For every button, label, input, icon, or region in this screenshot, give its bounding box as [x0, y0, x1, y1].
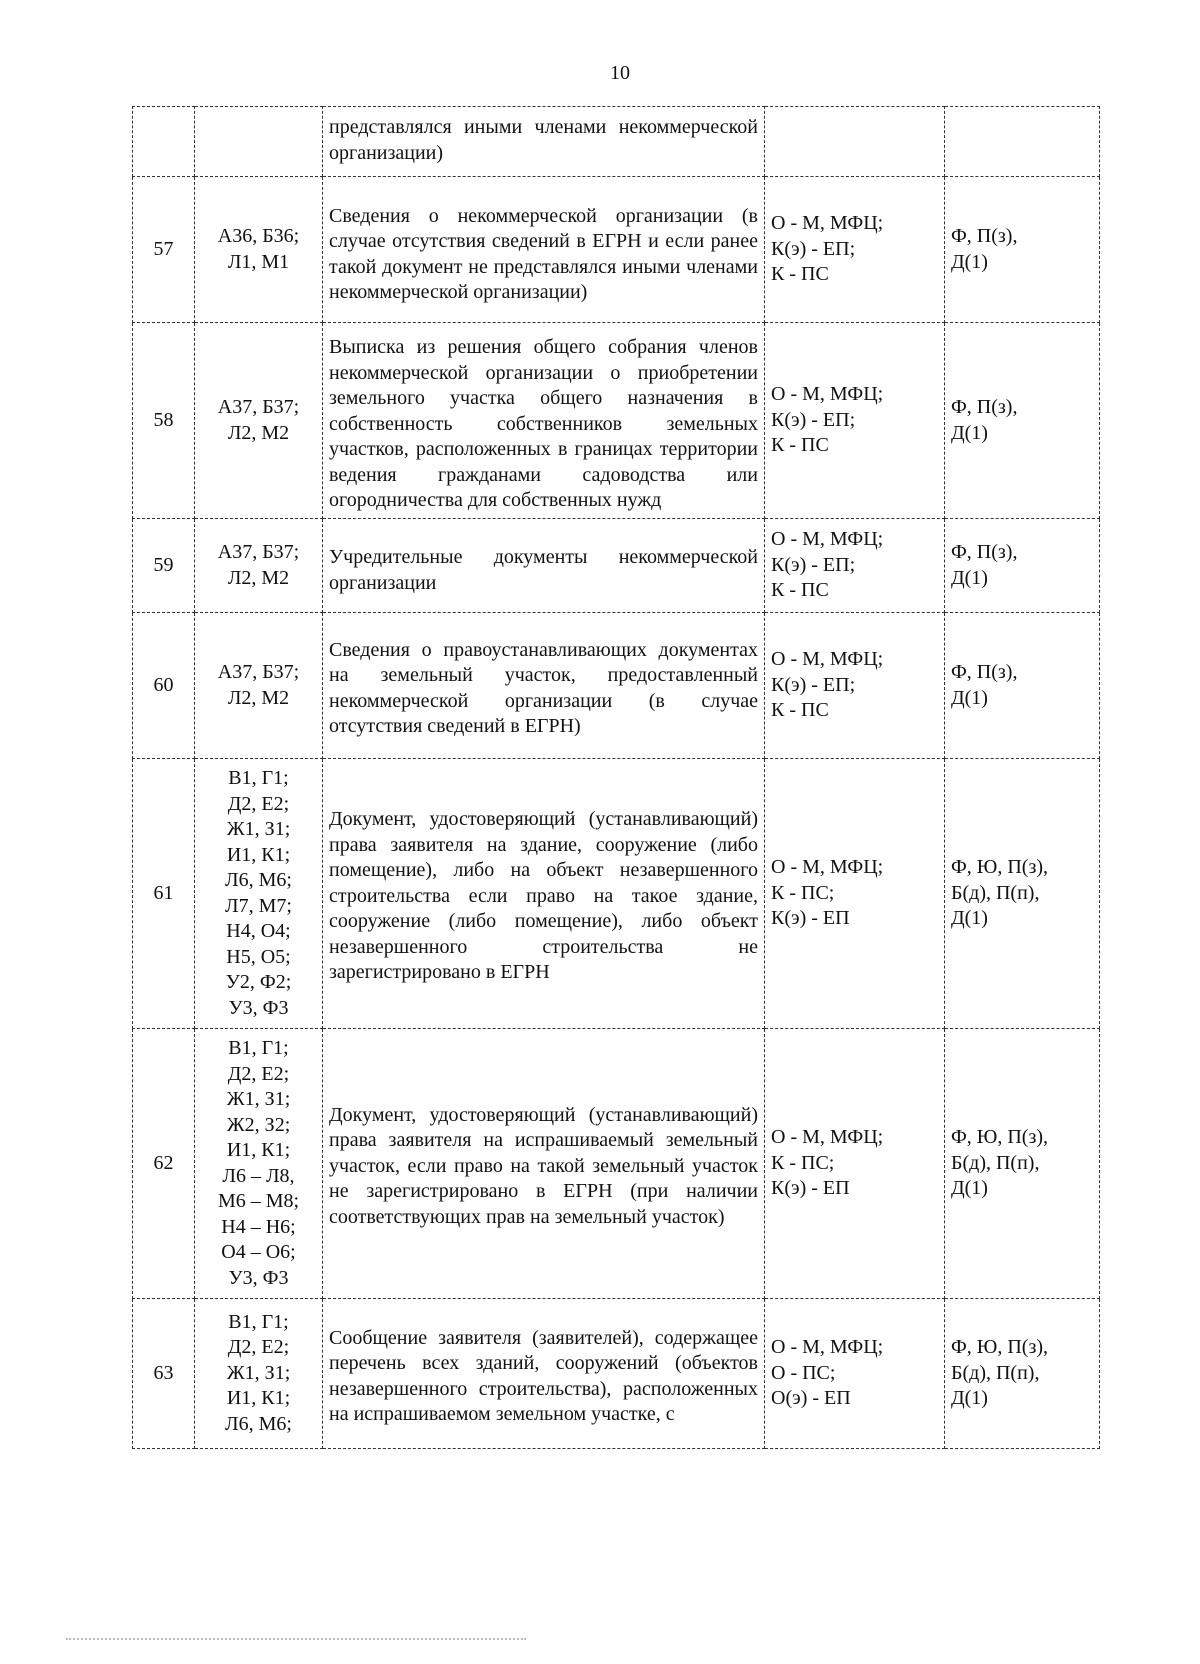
- applicant-code: Д2, Е2;: [227, 792, 290, 815]
- applicant-type: Ф, Ю, П(з),: [951, 1336, 1049, 1359]
- applicant-codes-cell: [195, 107, 323, 177]
- document-description: [323, 177, 765, 323]
- submission-method: О - М, МФЦ;: [771, 648, 884, 671]
- submission-method: О - М, МФЦ;: [771, 856, 884, 879]
- applicant-type: Ф, П(з),: [951, 661, 1018, 683]
- submission-method: О - М, МФЦ;: [771, 1126, 884, 1149]
- submission-method: К - ПС;: [771, 1151, 835, 1174]
- submission-method: К - ПС: [771, 434, 829, 457]
- submission-method: К - ПС: [771, 579, 829, 602]
- applicant-type: Б(д), П(п),: [951, 1151, 1040, 1174]
- table-row: [133, 177, 1100, 323]
- applicant-code: Ж1, З1;: [226, 1088, 291, 1110]
- applicant-types-cell: [945, 759, 1100, 1029]
- row-number: 61: [133, 759, 195, 1029]
- applicant-type: Д(1): [951, 566, 988, 589]
- row-number: 58: [133, 323, 195, 519]
- applicant-code: И1, К1;: [226, 1387, 291, 1410]
- applicant-code: Л6, М6;: [225, 869, 292, 891]
- document-description: [323, 323, 765, 519]
- submission-method: К(э) - ЕП;: [771, 237, 856, 260]
- applicant-codes-cell: [195, 1299, 323, 1449]
- applicant-type: Ф, П(з),: [951, 225, 1018, 247]
- table-row: [133, 1299, 1100, 1449]
- applicant-code: И1, К1;: [226, 843, 291, 866]
- table-row: [133, 323, 1100, 519]
- submission-methods-cell: [765, 1299, 945, 1449]
- applicant-type: Д(1): [951, 907, 988, 930]
- applicant-code: У3, Ф3: [228, 996, 289, 1019]
- applicant-type: Д(1): [951, 686, 988, 709]
- page-number: 10: [610, 62, 630, 84]
- applicant-types-cell: [945, 1029, 1100, 1299]
- applicant-codes-cell: [195, 1029, 323, 1299]
- submission-method: О(э) - ЕП: [771, 1387, 851, 1410]
- document-description-text: Сведения о некоммерческой организации (в случае отсутствия сведений в ЕГРН и если ранее такой документ не представлялся иными членами некоммерческой организации): [329, 204, 758, 303]
- applicant-code: И1, К1;: [226, 1139, 291, 1161]
- applicant-code: Л2, М2: [227, 566, 290, 589]
- applicant-code: У3, Ф3: [228, 1266, 289, 1289]
- table-row: [133, 759, 1100, 1029]
- applicant-code: Д2, Е2;: [227, 1062, 290, 1085]
- applicant-type: Б(д), П(п),: [951, 881, 1040, 904]
- submission-method: О - М, МФЦ;: [771, 528, 884, 551]
- applicant-types-cell: [945, 177, 1100, 323]
- applicant-code: Ж1, З1;: [226, 818, 291, 840]
- applicant-code: Н5, О5;: [226, 945, 291, 968]
- submission-methods-cell: [765, 107, 945, 177]
- applicant-code: Ж2, З2;: [226, 1113, 291, 1136]
- applicant-code: А36, Б36;: [217, 225, 300, 247]
- document-description-text: Учредительные документы некоммерческой организации: [329, 546, 758, 594]
- scan-artifact: [66, 1638, 526, 1640]
- document-description: [323, 1299, 765, 1449]
- row-number: 60: [133, 613, 195, 759]
- submission-method: К - ПС: [771, 263, 829, 286]
- applicant-code: А37, Б37;: [217, 396, 300, 418]
- submission-method: К(э) - ЕП: [771, 1177, 850, 1200]
- applicant-code: Н4, О4;: [226, 920, 291, 942]
- applicant-type: Ф, П(з),: [951, 396, 1018, 418]
- applicant-code: Л6 – Л8,: [222, 1164, 295, 1187]
- applicant-codes-cell: [195, 519, 323, 613]
- submission-method: О - М, МФЦ;: [771, 1336, 884, 1359]
- applicant-code: Л7, М7;: [225, 894, 292, 917]
- submission-methods-cell: [765, 613, 945, 759]
- table-row: [133, 107, 1100, 177]
- applicant-type: Д(1): [951, 250, 988, 273]
- document-description-text: Сообщение заявителя (заявителей), содержащее перечень всех зданий, сооружений (объектов незавершенного строительства), расположенных на испрашиваемом земельном участке, с: [329, 1326, 758, 1425]
- document-description: [323, 613, 765, 759]
- submission-method: К(э) - ЕП;: [771, 553, 856, 576]
- submission-methods-cell: [765, 1029, 945, 1299]
- applicant-codes-cell: [195, 177, 323, 323]
- applicant-codes-cell: [195, 323, 323, 519]
- row-number: 62: [133, 1029, 195, 1299]
- applicant-types-cell: [945, 1299, 1100, 1449]
- applicant-code: Ж1, З1;: [226, 1361, 291, 1384]
- submission-method: О - М, МФЦ;: [771, 212, 884, 235]
- submission-methods-cell: [765, 177, 945, 323]
- document-description-text: Сведения о правоустанавливающих документах на земельный участок, предоставленный некоммерческой организации (в случае отсутствия сведений в ЕГРН): [329, 638, 758, 737]
- document-description-text: представлялся иными членами некоммерческой организации): [329, 116, 758, 164]
- applicant-types-cell: [945, 107, 1100, 177]
- submission-method: К(э) - ЕП;: [771, 408, 856, 431]
- applicant-code: Л2, М2: [227, 421, 290, 444]
- submission-method: К(э) - ЕП;: [771, 673, 856, 696]
- applicant-types-cell: [945, 323, 1100, 519]
- applicant-code: Н4 – Н6;: [221, 1215, 296, 1238]
- document-description: [323, 519, 765, 613]
- applicant-type: Ф, Ю, П(з),: [951, 856, 1049, 879]
- document-description-text: Документ, удостоверяющий (устанавливающий) права заявителя на здание, сооружение (либо помещение), либо на объект незавершенного строительства если право на такое здание, сооружение (либо помещение), либо объект незавершенного строительства не зарегистрировано в ЕГРН: [329, 808, 758, 984]
- applicant-codes-cell: [195, 759, 323, 1029]
- submission-method: К(э) - ЕП: [771, 907, 850, 930]
- submission-method: О - ПС;: [771, 1361, 836, 1384]
- applicant-type: Д(1): [951, 421, 988, 444]
- documents-table: [132, 106, 1100, 1449]
- submission-method: К - ПС;: [771, 881, 835, 904]
- applicant-code: Д2, Е2;: [227, 1336, 290, 1359]
- applicant-type: Д(1): [951, 1177, 988, 1200]
- document-description: [323, 759, 765, 1029]
- applicant-type: Ф, П(з),: [951, 541, 1018, 563]
- submission-methods-cell: [765, 759, 945, 1029]
- applicant-type: Ф, Ю, П(з),: [951, 1126, 1049, 1149]
- applicant-types-cell: [945, 519, 1100, 613]
- document-description-text: Выписка из решения общего собрания членов некоммерческой организации о приобретении земельного участка общего назначения в собственность собственников земельных участков, расположенных в границах территории ведения гражданами садоводства или огородничества для собственных нужд: [329, 336, 758, 512]
- row-number: 59: [133, 519, 195, 613]
- table-row: [133, 613, 1100, 759]
- applicant-code: О4 – О6;: [221, 1241, 296, 1263]
- applicant-codes-cell: [195, 613, 323, 759]
- applicant-code: Л6, М6;: [225, 1412, 292, 1435]
- submission-methods-cell: [765, 323, 945, 519]
- applicant-code: М6 – М8;: [217, 1190, 300, 1212]
- applicant-type: Б(д), П(п),: [951, 1361, 1040, 1384]
- document-description: [323, 107, 765, 177]
- applicant-types-cell: [945, 613, 1100, 759]
- applicant-code: У2, Ф2;: [225, 971, 292, 993]
- applicant-code: В1, Г1;: [228, 1037, 289, 1059]
- submission-method: К - ПС: [771, 699, 829, 722]
- applicant-code: Л1, М1: [227, 250, 290, 273]
- applicant-type: Д(1): [951, 1387, 988, 1410]
- table-row: [133, 1029, 1100, 1299]
- applicant-code: В1, Г1;: [228, 767, 289, 789]
- applicant-code: Л2, М2: [227, 686, 290, 709]
- document-description-text: Документ, удостоверяющий (устанавливающий) права заявителя на испрашиваемый земельный участок, если право на такой земельный участок не зарегистрировано в ЕГРН (при наличии соответствующих прав на земельный участок): [329, 1103, 758, 1228]
- row-number: 57: [133, 177, 195, 323]
- applicant-code: В1, Г1;: [228, 1310, 289, 1333]
- table-row: [133, 519, 1100, 613]
- submission-methods-cell: [765, 519, 945, 613]
- row-number: [133, 107, 195, 177]
- document-description: [323, 1029, 765, 1299]
- applicant-code: А37, Б37;: [217, 541, 300, 563]
- applicant-code: А37, Б37;: [217, 661, 300, 683]
- submission-method: О - М, МФЦ;: [771, 383, 884, 406]
- row-number: 63: [133, 1299, 195, 1449]
